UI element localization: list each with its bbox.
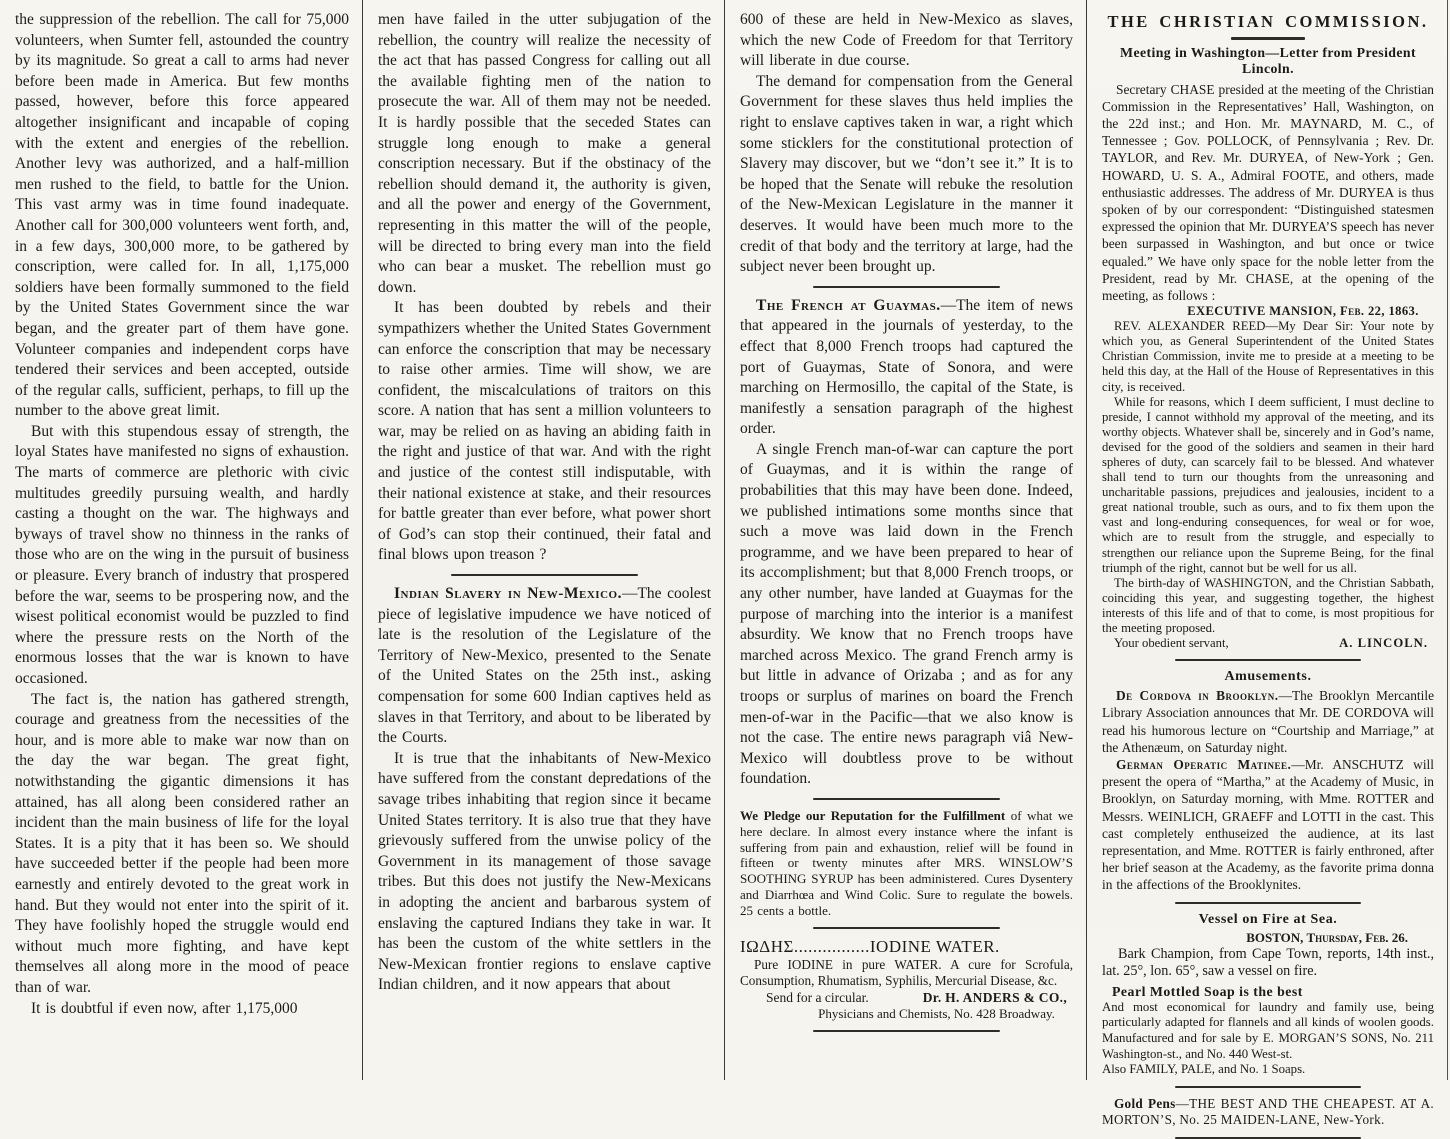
- amusements-heading: Amusements.: [1224, 669, 1312, 685]
- ad-lead: We Pledge our Reputation for the Fulfillment: [740, 807, 1006, 823]
- lincoln-signature: A. LINCOLN.: [1339, 636, 1428, 651]
- column-1: [0, 0, 362, 1080]
- ad-soap-body: And most economical for laundry and family use, being particularly adapted for flannels and all kinds of woolen goods. Manufactured and for sale by E. MORGAN’S SONS, No. 211 Washington-st., and No. 440 West-st.: [1102, 999, 1434, 1061]
- lincoln-letter-paragraph: While for reasons, which I deem sufficient, I must decline to preside, I cannot withhold my approval of the meeting, and its worthy objects. Whatever shall be, sincerely and in God’s name, devised for the good of the soldiers and seamen in their hard spheres of duty, can scarcely fail to be blessed. And whatever shall tend to turn our thoughts from the unreasoning and uncharitable passions, prejudices and jealousies, incident to a great national trouble, such as ours, and to fix them upon the vast and long-enduring consequences, for weal or for woe, which are to result from the struggle, and especially to strengthen our reliance upon the Supreme Being, for the final triumph of the right, cannot but be well for us all.: [1102, 394, 1434, 575]
- article-subhead: Meeting in Washington—Letter from President Lincoln.: [1120, 44, 1416, 76]
- column-2: [362, 0, 724, 1080]
- ad-text: of what we here declare. In almost every instance where the infant is suffering from pain and exhaustion, relief will be found in fifteen or twenty minutes after MRS. WINSLOW’S SOOTHING SYRUP has been administered. Cures Dysentery and Diarrhœa and Wind Colic. Sure to regulate the bowels. 25 cents a bottle.: [740, 807, 1074, 918]
- article-paragraph: It has been doubted by rebels and their sympathizers whether the United States Government can enforce the conscription that may be necessary to raise other armies. Time will show, we are confident, the miscalculations of traitors on this score. A nation that has sent a million volunteers to war, may be relied on as having an abiding faith in the right and justice of that war. And with the right and justice of the contest still indisputable, with their national existence at stake, and their resources for battle greater than ever before, what power short of God’s can stop their continued, their fatal and final blows upon treason ?: [378, 299, 711, 564]
- ad-firm-name: Dr. H. ANDERS & CO.,: [922, 990, 1067, 1006]
- amusement-item-cordova: [1102, 687, 1434, 756]
- headline-ornament: [1231, 37, 1304, 40]
- ad-soap-body2: Also FAMILY, PALE, and No. 1 Soaps.: [1102, 1062, 1306, 1077]
- amusement-item-matinee: [1102, 756, 1434, 894]
- article-paragraph: The fact is, the nation has gathered strength, courage and greatness from the necessities of the hour, and is more able to make war now than on the day the war began. The great fight, notwithstanding the gigantic dimensions it has attained, has all along been considered rather an incident than the main business of life for the loyal States. It is a pity that it has been so. We should have succeeded better if the people had been more earnestly and entirely devoted to the great work in hand. But they would not enter into the spirit of it. They have foolishly hoped the struggle would end without much more fighting, and have kept themselves all along more in the mood of peace than of war.: [15, 690, 349, 996]
- section-divider: [1175, 659, 1361, 661]
- section-divider: [813, 286, 999, 288]
- lincoln-letter-paragraph: The birth-day of WASHINGTON, and the Christian Sabbath, coinciding this year, and suggesting together, the highest interests of this life and of that to come, is most propitious for the meeting proposed.: [1102, 575, 1434, 636]
- article-headline: THE CHRISTIAN COMMISSION.: [1107, 12, 1429, 31]
- column-3: [724, 0, 1086, 1080]
- ad-gold-pens: [1102, 1096, 1434, 1129]
- column-4: [1086, 0, 1448, 1128]
- section-divider: [1175, 1086, 1361, 1088]
- article-paragraph: 600 of these are held in New-Mexico as slaves, which the new Code of Freedom for that Territory will liberate in due course.: [740, 11, 1073, 70]
- letter-closing: [1102, 636, 1434, 651]
- article-paragraph: But with this stupendous essay of strength, the loyal States have manifested no signs of exhaustion. The marts of commerce are plethoric with civic multitudes greedily pursuing wealth, and hardly casting a thought on the war. The highways and byways of travel show no thinness in the ranks of those who are on the wing in the pursuit of business or pleasure. Every branch of industry that prospered before the war, seems to be prospering now, and the wisest political economist would be puzzled to find where the pressure rests on the North of the enormous losses that the war is known to have occasioned.: [15, 422, 350, 687]
- ad-iodine-body: Pure IODINE in pure WATER. A cure for Scrofula, Consumption, Rhumatism, Syphilis, Mercurial Disease, &c.: [740, 956, 1073, 988]
- ad-lead: Gold Pens: [1114, 1095, 1176, 1111]
- article-paragraph: A single French man-of-war can capture the port of Guaymas, and it is within the range of probabilities that this may have been done. Indeed, we published intimations some months since that such a move was laid down in the French programme, and we have been prepared to hear of its accomplishment; but that 8,000 French troops, or any other number, have landed at Guaymas for the purpose of marching into the interior is a manifest absurdity. We know that no French troops have marched across Mexico. The grand French army is but little in advance of Orizaba ; and as for any troops or surplus of marines on board the French men-of-war in the Pacific—that we also know is not the case. The entire news paragraph viâ New-Mexico will doubtless prove to be without foundation.: [740, 440, 1073, 788]
- vessel-dateline: BOSTON, Thursday, Feb. 26.: [1246, 929, 1408, 945]
- letter-dateline: EXECUTIVE MANSION, Feb. 22, 1863.: [1187, 304, 1419, 319]
- article-intro: Secretary CHASE presided at the meeting of the Christian Commission in the Representatives’ Hall, Washington, on the 22d inst.; and Hon. Mr. MAYNARD, M. C., of Tennessee ; Gov. POLLOCK, of Pennsylvania ; Rev. Dr. TAYLOR, and Rev. Mr. DURYEA, of New-York ; Gen. HOWARD, U. S. A., Admiral FOOTE, and others, made enthusiastic addresses. The address of Mr. DURYEA is thus spoken of by our correspondent: “Distinguished statesmen expressed the opinion that Mr. DURYEA’S speech has never been surpassed in Washington, and but once or twice equaled.” We have only space for the noble letter from the President, read by Mr. CHASE, at the opening of the meeting, as follows :: [1102, 81, 1434, 303]
- item-text: —The coolest piece of legislative impudence we have noticed of late is the resolution of the Legislature of the Territory of New-Mexico, presented to the Senate of the United States on the 25th inst., asking compensation for some 600 Indian captives held as slaves in that Territory, and about to be liberated by the Courts.: [378, 585, 712, 747]
- item-text: —The item of news that appeared in the journals of yesterday, to the effect that 8,000 French troops had captured the port of Guaymas, State of Sonora, and were marching on Hermosillo, the capital of the State, is manifestly a sensation paragraph of the highest order.: [740, 296, 1074, 438]
- section-divider: [813, 798, 999, 800]
- vessel-heading: Vessel on Fire at Sea.: [1198, 911, 1338, 927]
- section-divider: [813, 927, 999, 929]
- ad-iodine-contact: [740, 989, 1073, 1006]
- news-item-indian-slavery: [378, 584, 711, 749]
- item-text: —Mr. ANSCHUTZ will present the opera of “Martha,” at the Academy of Music, in Brooklyn, on Saturday morning, with Mme. ROTTER and Messrs. WEINLICH, GRAEFF and LOTTI in the cast. This cast completely enthuseized the audience, at its last representation, and Mme. ROTTER is fairly enthroned, after her brief season at the Academy, as the favorite prima donna in the affections of the Brooklynites.: [1102, 756, 1434, 893]
- section-divider: [813, 1030, 999, 1032]
- ad-text: —THE BEST AND THE CHEAPEST. AT A. MORTON’S, No. 25 MAIDEN-LANE, New-York.: [1102, 1095, 1434, 1128]
- article-paragraph: men have failed in the utter subjugation of the rebellion, the country will realize the necessity of the act that has passed Congress for calling out all the available fighting men of the nation to prosecute the war. All of them may not be needed. It is hardly possible that the seceded States can struggle long enough to make a general conscription necessary. But if the obstinacy of the rebellion should demand it, the authority is given, and all the power and energy of the Government, representing in this matter the will of the people, will be directed to bring every man into the field who can bear a musket. The rebellion must go down.: [378, 11, 711, 296]
- ad-firm-address: Physicians and Chemists, No. 428 Broadway.: [818, 1006, 1055, 1022]
- ad-cta: Send for a circular.: [766, 990, 869, 1006]
- lincoln-letter-paragraph: REV. ALEXANDER REED—My Dear Sir: Your note by which you, as General Superintendent of the United States Christian Commission, invite me to preside at a meeting to be held this day, at the Hall of the House of Representatives in this city, is received.: [1102, 319, 1434, 394]
- closing-text: Your obedient servant,: [1114, 636, 1229, 651]
- item-text: —The Brooklyn Mercantile Library Association announces that Mr. DE CORDOVA will read his humorous lecture on “Courtship and Marriage,” at the Athenæum, on Saturday night.: [1102, 688, 1435, 755]
- ad-soap-heading: Pearl Mottled Soap is the best: [1112, 983, 1303, 999]
- section-divider: [1175, 902, 1361, 904]
- item-title: The French at Guaymas.: [756, 296, 941, 314]
- item-title: De Cordova in Brooklyn.: [1116, 688, 1279, 704]
- item-title: German Operatic Matinee.: [1116, 756, 1292, 772]
- article-paragraph: It is true that the inhabitants of New-Mexico have suffered from the constant depredations of the savage tribes inhabiting that region since it became United States territory. It is also true that they have grievously suffered from the unwise policy of the Government in its management of those savage tribes. But this does not justify the New-Mexicans in adopting the ancient and barbarous system of enslaving the captured Indians they take in war. It has been the custom of the white settlers in the New-Mexican frontier regions to enslave captive Indian children, and it now appears that about: [378, 749, 711, 994]
- section-divider: [451, 574, 637, 576]
- news-item-french-guaymas: [740, 296, 1073, 440]
- article-paragraph: the suppression of the rebellion. The call for 75,000 volunteers, when Sumter fell, astounded the country by its magnitude. So great a call to arms had never before been made in America. But few months passed, however, before this force appeared altogether insignificant and incapable of coping with the extent and energies of the rebellion. Another levy was authorized, and a half-million men rushed to the field, to battle for the Union. This vast army was in time found inadequate. Another call for 300,000 volunteers went forth, and, in a few days, 300,000 more, to be gathered by conscription, were called for. In all, 1,175,000 soldiers have been formally summoned to the field by the United States Government since the war began, and the greater part of them have gone. Volunteer companies and independent corps have tendered their services and been accepted, outside of the regular calls, sufficient, perhaps, to fill up the number to the above great limit.: [15, 11, 349, 420]
- ad-winslow-syrup: [740, 808, 1073, 919]
- vessel-report: Bark Champion, from Cape Town, reports, 14th inst., lat. 25°, lon. 65°, saw a vessel on fire.: [1102, 945, 1434, 980]
- item-title: Indian Slavery in New-Mexico.: [394, 585, 622, 603]
- ad-iodine-headline: ΙΩΔΗΣ................IODINE WATER.: [740, 936, 1000, 956]
- article-paragraph: It is doubtful if even now, after 1,175,000: [31, 999, 298, 1017]
- article-paragraph: The demand for compensation from the General Government for these slaves thus held implies the right to enslave captives taken in war, a right which some sticklers for the constitutional protection of Slavery may discover, but we “don’t see it.” It is to be hoped that the Senate will rebuke the resolution of the New-Mexican Legislature in the manner it deserves. It would have been much more to the credit of that body and the territory at large, had the subject never been brought up.: [740, 72, 1073, 276]
